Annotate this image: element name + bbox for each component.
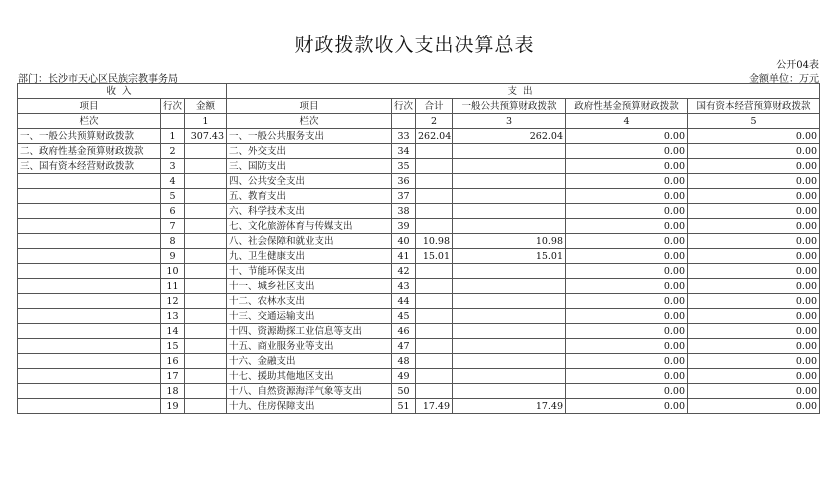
expense-item-cell: 六、科学技术支出 <box>227 204 392 219</box>
income-row-no-cell: 17 <box>161 369 185 384</box>
income-item-header: 项目 <box>18 99 161 114</box>
general-budget-cell: 17.49 <box>453 399 566 414</box>
expense-row-no-cell: 39 <box>392 219 416 234</box>
income-item-cell <box>18 384 161 399</box>
fund-budget-cell: 0.00 <box>566 144 688 159</box>
state-capital-cell: 0.00 <box>688 354 820 369</box>
income-section-header: 收入 <box>18 84 227 99</box>
fund-budget-cell: 0.00 <box>566 294 688 309</box>
expense-row-no-cell: 33 <box>392 129 416 144</box>
expense-row-no-cell: 41 <box>392 249 416 264</box>
total-cell <box>416 279 453 294</box>
table-row <box>18 129 820 144</box>
income-amount-cell <box>185 174 227 189</box>
expense-row-no-cell: 37 <box>392 189 416 204</box>
table-row <box>18 264 820 279</box>
income-row-no-cell: 10 <box>161 264 185 279</box>
expense-item-cell: 十、节能环保支出 <box>227 264 392 279</box>
col-number: 3 <box>453 114 566 129</box>
general-budget-cell <box>453 174 566 189</box>
general-budget-cell <box>453 144 566 159</box>
total-cell <box>416 354 453 369</box>
table-row <box>18 144 820 159</box>
expense-row-no-cell: 47 <box>392 339 416 354</box>
income-item-cell <box>18 234 161 249</box>
fund-budget-cell: 0.00 <box>566 264 688 279</box>
total-cell: 10.98 <box>416 234 453 249</box>
state-capital-cell: 0.00 <box>688 369 820 384</box>
state-capital-cell: 0.00 <box>688 294 820 309</box>
fund-budget-cell: 0.00 <box>566 354 688 369</box>
expense-item-cell: 十三、交通运输支出 <box>227 309 392 324</box>
general-budget-cell <box>453 294 566 309</box>
income-row-no-header: 行次 <box>161 99 185 114</box>
income-row-no-cell: 4 <box>161 174 185 189</box>
income-amount-cell <box>185 339 227 354</box>
table-row <box>18 384 820 399</box>
unit-label: 金额单位：万元 <box>749 74 819 85</box>
expense-row-no-cell: 44 <box>392 294 416 309</box>
income-item-cell <box>18 354 161 369</box>
expense-row-no-cell: 49 <box>392 369 416 384</box>
fund-budget-cell: 0.00 <box>566 339 688 354</box>
expense-row-no-cell: 35 <box>392 159 416 174</box>
income-item-cell: 二、政府性基金预算财政拨款 <box>18 144 161 159</box>
income-item-cell <box>18 399 161 414</box>
income-row-no-cell: 19 <box>161 399 185 414</box>
table-row <box>18 324 820 339</box>
total-cell <box>416 204 453 219</box>
state-capital-cell: 0.00 <box>688 219 820 234</box>
fund-budget-header: 政府性基金预算财政拨款 <box>566 99 688 114</box>
col-number: 5 <box>688 114 820 129</box>
income-amount-cell <box>185 354 227 369</box>
income-lanci-label: 栏次 <box>18 114 161 129</box>
total-cell <box>416 219 453 234</box>
expense-lanci-label: 栏次 <box>227 114 392 129</box>
total-cell <box>416 324 453 339</box>
income-item-cell <box>18 264 161 279</box>
general-budget-cell <box>453 159 566 174</box>
income-item-cell <box>18 249 161 264</box>
income-item-cell <box>18 174 161 189</box>
income-row-no-cell: 5 <box>161 189 185 204</box>
income-row-no-cell: 14 <box>161 324 185 339</box>
general-budget-cell <box>453 384 566 399</box>
state-capital-cell: 0.00 <box>688 144 820 159</box>
col-number: 1 <box>185 114 227 129</box>
fund-budget-cell: 0.00 <box>566 204 688 219</box>
income-amount-cell <box>185 279 227 294</box>
income-amount-cell <box>185 204 227 219</box>
income-item-cell <box>18 324 161 339</box>
expense-item-cell: 十七、援助其他地区支出 <box>227 369 392 384</box>
expense-item-cell: 十九、住房保障支出 <box>227 399 392 414</box>
expense-row-no-cell: 34 <box>392 144 416 159</box>
state-capital-cell: 0.00 <box>688 129 820 144</box>
fund-budget-cell: 0.00 <box>566 399 688 414</box>
income-amount-cell <box>185 309 227 324</box>
table-row <box>18 234 820 249</box>
income-row-no-cell: 15 <box>161 339 185 354</box>
income-row-no-cell: 7 <box>161 219 185 234</box>
income-amount-cell <box>185 384 227 399</box>
income-item-cell: 三、国有资本经营财政拨款 <box>18 159 161 174</box>
income-item-cell <box>18 309 161 324</box>
general-budget-cell: 262.04 <box>453 129 566 144</box>
income-amount-cell <box>185 369 227 384</box>
expense-item-cell: 十八、自然资源海洋气象等支出 <box>227 384 392 399</box>
expense-item-cell: 十四、资源勘探工业信息等支出 <box>227 324 392 339</box>
fund-budget-cell: 0.00 <box>566 249 688 264</box>
general-budget-cell <box>453 324 566 339</box>
expense-item-cell: 四、公共安全支出 <box>227 174 392 189</box>
table-row <box>18 174 820 189</box>
expense-item-cell: 五、教育支出 <box>227 189 392 204</box>
report-title: 财政拨款收入支出决算总表 <box>294 34 535 56</box>
total-cell <box>416 309 453 324</box>
table-row <box>18 309 820 324</box>
state-capital-cell: 0.00 <box>688 384 820 399</box>
state-capital-cell: 0.00 <box>688 159 820 174</box>
expense-item-cell: 三、国防支出 <box>227 159 392 174</box>
income-row-no-cell: 18 <box>161 384 185 399</box>
income-item-cell <box>18 294 161 309</box>
fund-budget-cell: 0.00 <box>566 189 688 204</box>
income-amount-cell <box>185 324 227 339</box>
income-row-no-cell: 16 <box>161 354 185 369</box>
expense-item-cell: 一、一般公共服务支出 <box>227 129 392 144</box>
table-row <box>18 369 820 384</box>
table-row <box>18 159 820 174</box>
expense-item-cell: 十五、商业服务业等支出 <box>227 339 392 354</box>
total-header: 合计 <box>416 99 453 114</box>
income-row-no-cell: 9 <box>161 249 185 264</box>
fund-budget-cell: 0.00 <box>566 369 688 384</box>
income-amount-cell: 307.43 <box>185 129 227 144</box>
expense-row-no-cell: 46 <box>392 324 416 339</box>
general-budget-cell <box>453 339 566 354</box>
state-capital-cell: 0.00 <box>688 339 820 354</box>
income-row-no-cell: 11 <box>161 279 185 294</box>
state-capital-cell: 0.00 <box>688 309 820 324</box>
total-cell: 15.01 <box>416 249 453 264</box>
general-budget-cell <box>453 264 566 279</box>
empty-cell <box>392 114 416 129</box>
state-capital-cell: 0.00 <box>688 174 820 189</box>
general-budget-cell <box>453 354 566 369</box>
expense-item-cell: 十六、金融支出 <box>227 354 392 369</box>
income-row-no-cell: 1 <box>161 129 185 144</box>
income-item-cell <box>18 189 161 204</box>
income-item-cell: 一、一般公共预算财政拨款 <box>18 129 161 144</box>
table-row <box>18 189 820 204</box>
total-cell <box>416 294 453 309</box>
expense-row-no-cell: 48 <box>392 354 416 369</box>
general-budget-cell <box>453 279 566 294</box>
expense-item-header: 项目 <box>227 99 392 114</box>
table-row <box>18 279 820 294</box>
income-row-no-cell: 2 <box>161 144 185 159</box>
expense-row-no-cell: 43 <box>392 279 416 294</box>
state-capital-cell: 0.00 <box>688 249 820 264</box>
income-amount-cell <box>185 189 227 204</box>
income-item-cell <box>18 279 161 294</box>
state-capital-cell: 0.00 <box>688 189 820 204</box>
income-amount-cell <box>185 399 227 414</box>
income-item-cell <box>18 339 161 354</box>
col-number: 4 <box>566 114 688 129</box>
fund-budget-cell: 0.00 <box>566 234 688 249</box>
state-capital-cell: 0.00 <box>688 204 820 219</box>
expense-row-no-cell: 45 <box>392 309 416 324</box>
budget-table <box>17 83 820 414</box>
total-cell <box>416 384 453 399</box>
state-capital-cell: 0.00 <box>688 324 820 339</box>
table-row <box>18 354 820 369</box>
total-cell <box>416 144 453 159</box>
income-item-cell <box>18 204 161 219</box>
general-budget-cell: 10.98 <box>453 234 566 249</box>
total-cell <box>416 159 453 174</box>
expense-item-cell: 八、社会保障和就业支出 <box>227 234 392 249</box>
total-cell <box>416 339 453 354</box>
col-number: 2 <box>416 114 453 129</box>
income-amount-cell <box>185 294 227 309</box>
fund-budget-cell: 0.00 <box>566 129 688 144</box>
income-row-no-cell: 12 <box>161 294 185 309</box>
general-budget-cell <box>453 219 566 234</box>
expense-item-cell: 二、外交支出 <box>227 144 392 159</box>
general-budget-cell <box>453 204 566 219</box>
total-cell: 17.49 <box>416 399 453 414</box>
income-amount-cell <box>185 144 227 159</box>
general-budget-cell <box>453 309 566 324</box>
income-amount-cell <box>185 159 227 174</box>
expense-row-no-header: 行次 <box>392 99 416 114</box>
expense-row-no-cell: 42 <box>392 264 416 279</box>
state-capital-cell: 0.00 <box>688 264 820 279</box>
general-budget-header: 一般公共预算财政拨款 <box>453 99 566 114</box>
income-row-no-cell: 8 <box>161 234 185 249</box>
general-budget-cell <box>453 189 566 204</box>
expense-row-no-cell: 50 <box>392 384 416 399</box>
fund-budget-cell: 0.00 <box>566 384 688 399</box>
fund-budget-cell: 0.00 <box>566 279 688 294</box>
income-amount-header: 金额 <box>185 99 227 114</box>
total-cell <box>416 174 453 189</box>
expense-item-cell: 九、卫生健康支出 <box>227 249 392 264</box>
income-item-cell <box>18 369 161 384</box>
table-row <box>18 399 820 414</box>
department-label: 部门：长沙市天心区民族宗教事务局 <box>18 74 178 85</box>
income-row-no-cell: 6 <box>161 204 185 219</box>
table-row <box>18 294 820 309</box>
general-budget-cell: 15.01 <box>453 249 566 264</box>
table-row <box>18 339 820 354</box>
income-amount-cell <box>185 234 227 249</box>
fund-budget-cell: 0.00 <box>566 174 688 189</box>
form-number: 公开04表 <box>776 60 819 71</box>
empty-cell <box>161 114 185 129</box>
state-capital-header: 国有资本经营预算财政拨款 <box>688 99 820 114</box>
table-row <box>18 204 820 219</box>
total-cell <box>416 369 453 384</box>
total-cell <box>416 189 453 204</box>
table-row <box>18 249 820 264</box>
income-amount-cell <box>185 219 227 234</box>
total-cell <box>416 264 453 279</box>
income-item-cell <box>18 219 161 234</box>
total-cell: 262.04 <box>416 129 453 144</box>
expense-item-cell: 十一、城乡社区支出 <box>227 279 392 294</box>
fund-budget-cell: 0.00 <box>566 159 688 174</box>
expense-item-cell: 十二、农林水支出 <box>227 294 392 309</box>
expense-row-no-cell: 51 <box>392 399 416 414</box>
income-amount-cell <box>185 264 227 279</box>
income-row-no-cell: 13 <box>161 309 185 324</box>
fund-budget-cell: 0.00 <box>566 309 688 324</box>
income-amount-cell <box>185 249 227 264</box>
expense-item-cell: 七、文化旅游体育与传媒支出 <box>227 219 392 234</box>
table-row <box>18 219 820 234</box>
table-body <box>18 129 820 414</box>
expense-row-no-cell: 36 <box>392 174 416 189</box>
expense-section-header: 支出 <box>227 84 820 99</box>
expense-row-no-cell: 40 <box>392 234 416 249</box>
general-budget-cell <box>453 369 566 384</box>
state-capital-cell: 0.00 <box>688 399 820 414</box>
state-capital-cell: 0.00 <box>688 279 820 294</box>
income-row-no-cell: 3 <box>161 159 185 174</box>
expense-row-no-cell: 38 <box>392 204 416 219</box>
state-capital-cell: 0.00 <box>688 234 820 249</box>
fund-budget-cell: 0.00 <box>566 324 688 339</box>
fund-budget-cell: 0.00 <box>566 219 688 234</box>
